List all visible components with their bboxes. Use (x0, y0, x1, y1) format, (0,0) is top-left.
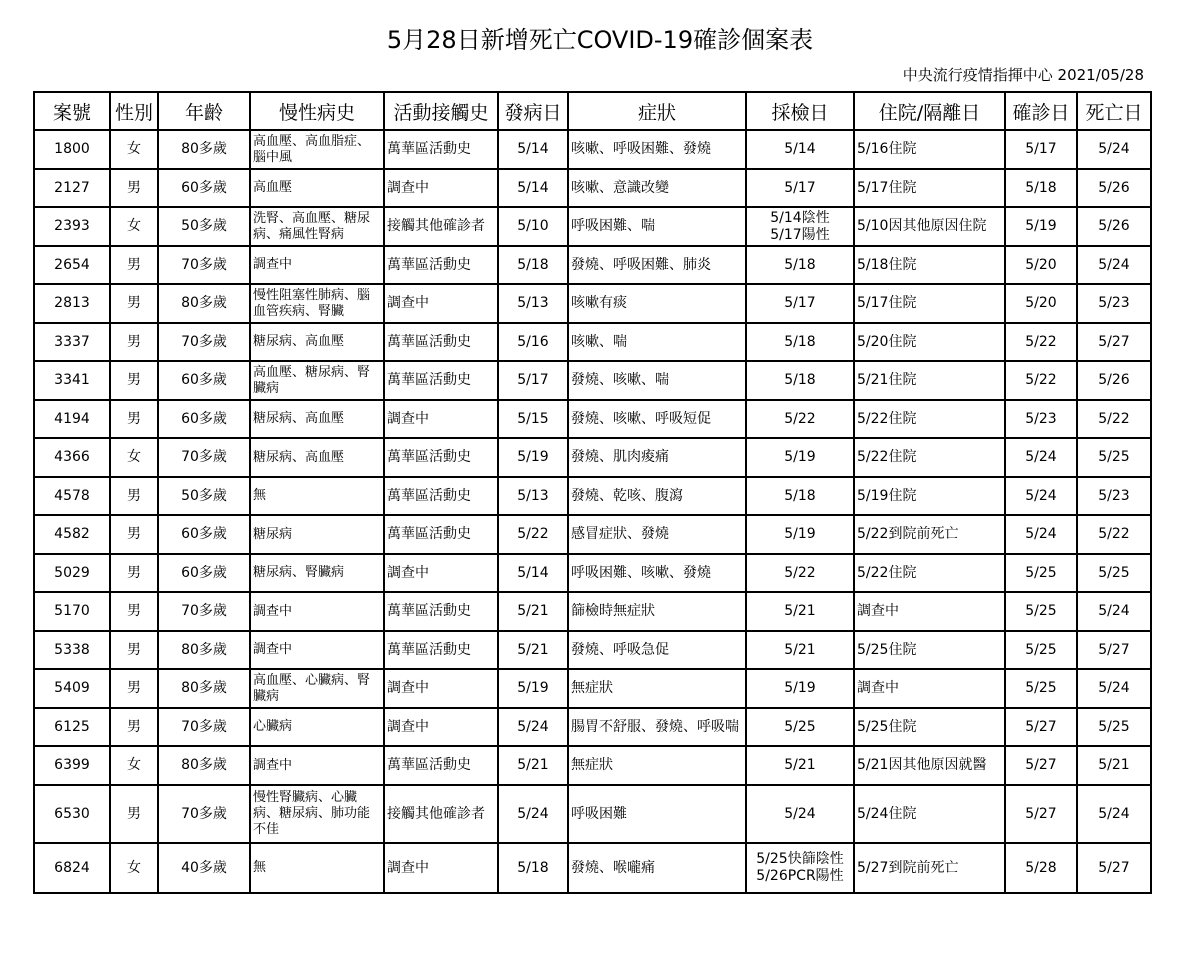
cell-onset: 5/19 (498, 669, 568, 708)
cases-table (33, 91, 1152, 894)
cell-onset: 5/14 (498, 130, 568, 169)
cell-death-date: 5/26 (1077, 169, 1151, 207)
page-title: 5月28日新增死亡COVID-19確診個案表 (386, 26, 814, 54)
cell-contact: 調查中 (384, 400, 498, 438)
cell-onset: 5/22 (498, 515, 568, 554)
cell-symptoms: 無症狀 (568, 669, 746, 708)
cell-test-date: 5/18 (746, 361, 854, 400)
table-row (34, 746, 1151, 785)
cell-test-date: 5/18 (746, 323, 854, 361)
cell-sex: 男 (110, 515, 158, 554)
table-row (34, 169, 1151, 207)
cell-confirm-date: 5/27 (1005, 785, 1077, 843)
cell-chronic: 糖尿病、高血壓 (250, 323, 384, 361)
cell-chronic: 調查中 (250, 631, 384, 669)
cell-case-id: 5170 (34, 592, 110, 631)
cell-death-date: 5/27 (1077, 843, 1151, 893)
cell-sex: 男 (110, 361, 158, 400)
cell-chronic: 糖尿病、腎臟病 (250, 554, 384, 592)
cell-symptoms: 發燒、呼吸急促 (568, 631, 746, 669)
cell-onset: 5/10 (498, 207, 568, 246)
cell-hospitalization: 5/25住院 (854, 631, 1005, 669)
cell-symptoms: 發燒、呼吸困難、肺炎 (568, 246, 746, 284)
cell-onset: 5/18 (498, 246, 568, 284)
col-header-contact: 活動接觸史 (384, 92, 498, 130)
cell-confirm-date: 5/24 (1005, 438, 1077, 477)
cell-death-date: 5/27 (1077, 323, 1151, 361)
cell-age: 50多歲 (158, 477, 250, 515)
cell-symptoms: 咳嗽、呼吸困難、發燒 (568, 130, 746, 169)
col-header-test-date: 採檢日 (746, 92, 854, 130)
cell-age: 50多歲 (158, 207, 250, 246)
cell-contact: 調查中 (384, 843, 498, 893)
cell-hospitalization: 調查中 (854, 669, 1005, 708)
cell-sex: 女 (110, 746, 158, 785)
cell-contact: 調查中 (384, 169, 498, 207)
cell-case-id: 6530 (34, 785, 110, 843)
cell-case-id: 2127 (34, 169, 110, 207)
col-header-onset: 發病日 (498, 92, 568, 130)
cell-death-date: 5/22 (1077, 515, 1151, 554)
cell-contact: 萬華區活動史 (384, 631, 498, 669)
cell-symptoms: 呼吸困難、喘 (568, 207, 746, 246)
cell-confirm-date: 5/27 (1005, 708, 1077, 746)
cell-contact: 萬華區活動史 (384, 246, 498, 284)
cell-hospitalization: 5/17住院 (854, 169, 1005, 207)
cell-symptoms: 發燒、咳嗽、呼吸短促 (568, 400, 746, 438)
cell-sex: 女 (110, 130, 158, 169)
cell-test-date: 5/18 (746, 477, 854, 515)
cell-contact: 調查中 (384, 669, 498, 708)
cell-case-id: 3337 (34, 323, 110, 361)
cell-hospitalization: 5/21因其他原因就醫 (854, 746, 1005, 785)
cell-chronic: 洗腎、高血壓、糖尿病、痛風性腎病 (250, 207, 384, 246)
cell-test-date: 5/25 (746, 708, 854, 746)
cell-confirm-date: 5/18 (1005, 169, 1077, 207)
cell-case-id: 2654 (34, 246, 110, 284)
cell-age: 70多歲 (158, 592, 250, 631)
cell-hospitalization: 調查中 (854, 592, 1005, 631)
cell-age: 60多歲 (158, 169, 250, 207)
cell-confirm-date: 5/25 (1005, 669, 1077, 708)
cell-case-id: 6399 (34, 746, 110, 785)
cell-onset: 5/24 (498, 708, 568, 746)
table-row (34, 631, 1151, 669)
cell-symptoms: 感冒症狀、發燒 (568, 515, 746, 554)
cell-chronic: 調查中 (250, 746, 384, 785)
cell-confirm-date: 5/20 (1005, 284, 1077, 323)
col-header-hospitalization: 住院/隔離日 (854, 92, 1005, 130)
cell-contact: 接觸其他確診者 (384, 207, 498, 246)
table-row (34, 477, 1151, 515)
table-row (34, 554, 1151, 592)
cell-confirm-date: 5/24 (1005, 515, 1077, 554)
table-row (34, 207, 1151, 246)
cell-hospitalization: 5/17住院 (854, 284, 1005, 323)
table-row (34, 592, 1151, 631)
cell-test-date: 5/21 (746, 746, 854, 785)
cell-symptoms: 咳嗽、意識改變 (568, 169, 746, 207)
cell-death-date: 5/27 (1077, 631, 1151, 669)
cell-symptoms: 發燒、肌肉痠痛 (568, 438, 746, 477)
cell-age: 70多歲 (158, 438, 250, 477)
cell-sex: 男 (110, 785, 158, 843)
cell-sex: 男 (110, 323, 158, 361)
cell-age: 70多歲 (158, 785, 250, 843)
cell-test-date: 5/14 (746, 130, 854, 169)
table-row (34, 361, 1151, 400)
cell-confirm-date: 5/20 (1005, 246, 1077, 284)
cell-test-date: 5/22 (746, 554, 854, 592)
col-header-confirm-date: 確診日 (1005, 92, 1077, 130)
cell-death-date: 5/24 (1077, 246, 1151, 284)
cell-confirm-date: 5/24 (1005, 477, 1077, 515)
cell-hospitalization: 5/21住院 (854, 361, 1005, 400)
cell-contact: 萬華區活動史 (384, 323, 498, 361)
cell-sex: 男 (110, 669, 158, 708)
cell-hospitalization: 5/22住院 (854, 438, 1005, 477)
cell-death-date: 5/21 (1077, 746, 1151, 785)
cell-hospitalization: 5/22到院前死亡 (854, 515, 1005, 554)
cell-test-date: 5/24 (746, 785, 854, 843)
cell-sex: 女 (110, 207, 158, 246)
cell-contact: 萬華區活動史 (384, 746, 498, 785)
cell-death-date: 5/23 (1077, 284, 1151, 323)
cell-onset: 5/18 (498, 843, 568, 893)
cell-sex: 男 (110, 554, 158, 592)
cell-contact: 萬華區活動史 (384, 361, 498, 400)
cell-confirm-date: 5/25 (1005, 554, 1077, 592)
cell-test-date: 5/17 (746, 284, 854, 323)
cell-onset: 5/24 (498, 785, 568, 843)
cell-chronic: 慢性腎臟病、心臟病、糖尿病、肺功能不佳 (250, 785, 384, 843)
cell-confirm-date: 5/17 (1005, 130, 1077, 169)
cell-hospitalization: 5/20住院 (854, 323, 1005, 361)
cell-onset: 5/17 (498, 361, 568, 400)
cell-sex: 男 (110, 400, 158, 438)
cell-sex: 男 (110, 284, 158, 323)
cell-death-date: 5/23 (1077, 477, 1151, 515)
cell-symptoms: 發燒、喉嚨痛 (568, 843, 746, 893)
cell-onset: 5/14 (498, 169, 568, 207)
cell-chronic: 糖尿病、高血壓 (250, 400, 384, 438)
cell-contact: 調查中 (384, 284, 498, 323)
cell-sex: 男 (110, 169, 158, 207)
cell-symptoms: 篩檢時無症狀 (568, 592, 746, 631)
cell-case-id: 2393 (34, 207, 110, 246)
cell-chronic: 調查中 (250, 592, 384, 631)
table-row (34, 785, 1151, 843)
cell-confirm-date: 5/22 (1005, 361, 1077, 400)
cell-age: 80多歲 (158, 631, 250, 669)
table-row (34, 400, 1151, 438)
cell-symptoms: 發燒、乾咳、腹瀉 (568, 477, 746, 515)
cell-onset: 5/13 (498, 477, 568, 515)
cell-test-date: 5/17 (746, 169, 854, 207)
cell-test-date: 5/21 (746, 592, 854, 631)
cell-death-date: 5/25 (1077, 708, 1151, 746)
col-header-sex: 性別 (110, 92, 158, 130)
cell-case-id: 4578 (34, 477, 110, 515)
cell-sex: 女 (110, 843, 158, 893)
cell-sex: 男 (110, 592, 158, 631)
cell-confirm-date: 5/25 (1005, 631, 1077, 669)
cell-test-date: 5/18 (746, 246, 854, 284)
cell-case-id: 5029 (34, 554, 110, 592)
cell-age: 70多歲 (158, 246, 250, 284)
cell-contact: 萬華區活動史 (384, 592, 498, 631)
cell-age: 80多歲 (158, 130, 250, 169)
cell-case-id: 3341 (34, 361, 110, 400)
table-row (34, 708, 1151, 746)
cell-case-id: 1800 (34, 130, 110, 169)
col-header-symptoms: 症狀 (568, 92, 746, 130)
cell-chronic: 高血壓、高血脂症、腦中風 (250, 130, 384, 169)
table-row (34, 438, 1151, 477)
cell-hospitalization: 5/18住院 (854, 246, 1005, 284)
cell-symptoms: 無症狀 (568, 746, 746, 785)
cell-death-date: 5/22 (1077, 400, 1151, 438)
cell-death-date: 5/24 (1077, 669, 1151, 708)
cell-test-date: 5/21 (746, 631, 854, 669)
cell-confirm-date: 5/22 (1005, 323, 1077, 361)
cell-age: 60多歲 (158, 554, 250, 592)
cell-contact: 接觸其他確診者 (384, 785, 498, 843)
cell-chronic: 心臟病 (250, 708, 384, 746)
cell-hospitalization: 5/16住院 (854, 130, 1005, 169)
cell-confirm-date: 5/28 (1005, 843, 1077, 893)
cell-symptoms: 呼吸困難、咳嗽、發燒 (568, 554, 746, 592)
cell-confirm-date: 5/23 (1005, 400, 1077, 438)
cell-symptoms: 咳嗽有痰 (568, 284, 746, 323)
table-row (34, 323, 1151, 361)
cell-sex: 男 (110, 246, 158, 284)
cell-chronic: 高血壓、糖尿病、腎臟病 (250, 361, 384, 400)
cell-sex: 女 (110, 438, 158, 477)
col-header-case-id: 案號 (34, 92, 110, 130)
cell-hospitalization: 5/19住院 (854, 477, 1005, 515)
cell-symptoms: 咳嗽、喘 (568, 323, 746, 361)
cell-symptoms: 呼吸困難 (568, 785, 746, 843)
table-body (34, 130, 1151, 893)
cell-age: 60多歲 (158, 515, 250, 554)
cell-hospitalization: 5/24住院 (854, 785, 1005, 843)
cell-onset: 5/13 (498, 284, 568, 323)
cell-case-id: 4582 (34, 515, 110, 554)
cell-contact: 萬華區活動史 (384, 515, 498, 554)
col-header-age: 年齡 (158, 92, 250, 130)
cell-onset: 5/15 (498, 400, 568, 438)
cell-onset: 5/19 (498, 438, 568, 477)
cell-chronic: 高血壓、心臟病、腎臟病 (250, 669, 384, 708)
cell-hospitalization: 5/10因其他原因住院 (854, 207, 1005, 246)
cell-case-id: 2813 (34, 284, 110, 323)
cell-age: 40多歲 (158, 843, 250, 893)
cell-death-date: 5/24 (1077, 130, 1151, 169)
cell-chronic: 高血壓 (250, 169, 384, 207)
cell-sex: 男 (110, 477, 158, 515)
cell-test-date: 5/19 (746, 669, 854, 708)
cell-case-id: 6125 (34, 708, 110, 746)
table-row (34, 130, 1151, 169)
cell-age: 60多歲 (158, 361, 250, 400)
cell-hospitalization: 5/22住院 (854, 400, 1005, 438)
table-row (34, 843, 1151, 893)
cell-onset: 5/21 (498, 631, 568, 669)
cell-age: 70多歲 (158, 323, 250, 361)
cell-symptoms: 腸胃不舒服、發燒、呼吸喘 (568, 708, 746, 746)
cell-onset: 5/14 (498, 554, 568, 592)
table-row (34, 284, 1151, 323)
cell-contact: 萬華區活動史 (384, 477, 498, 515)
cell-sex: 男 (110, 631, 158, 669)
table-row (34, 669, 1151, 708)
cell-confirm-date: 5/25 (1005, 592, 1077, 631)
cell-confirm-date: 5/19 (1005, 207, 1077, 246)
cell-onset: 5/21 (498, 592, 568, 631)
cell-death-date: 5/26 (1077, 361, 1151, 400)
cell-death-date: 5/24 (1077, 592, 1151, 631)
cell-death-date: 5/26 (1077, 207, 1151, 246)
cell-hospitalization: 5/25住院 (854, 708, 1005, 746)
cell-hospitalization: 5/22住院 (854, 554, 1005, 592)
cell-chronic: 慢性阻塞性肺病、腦血管疾病、腎臟 (250, 284, 384, 323)
cell-confirm-date: 5/27 (1005, 746, 1077, 785)
cell-case-id: 5338 (34, 631, 110, 669)
cell-age: 80多歲 (158, 746, 250, 785)
table-row (34, 246, 1151, 284)
cell-symptoms: 發燒、咳嗽、喘 (568, 361, 746, 400)
cell-contact: 萬華區活動史 (384, 130, 498, 169)
cell-death-date: 5/25 (1077, 438, 1151, 477)
cell-age: 70多歲 (158, 708, 250, 746)
cell-age: 60多歲 (158, 400, 250, 438)
cell-contact: 萬華區活動史 (384, 438, 498, 477)
cell-contact: 調查中 (384, 708, 498, 746)
cell-death-date: 5/24 (1077, 785, 1151, 843)
table-row (34, 515, 1151, 554)
cell-case-id: 5409 (34, 669, 110, 708)
cell-chronic: 糖尿病 (250, 515, 384, 554)
cell-test-date: 5/19 (746, 515, 854, 554)
cell-chronic: 無 (250, 477, 384, 515)
cell-chronic: 無 (250, 843, 384, 893)
col-header-death-date: 死亡日 (1077, 92, 1151, 130)
table-header-row (34, 92, 1151, 130)
cell-age: 80多歲 (158, 284, 250, 323)
col-header-chronic: 慢性病史 (250, 92, 384, 130)
source-date: 中央流行疫情指揮中心 2021/05/28 (902, 66, 1144, 84)
cell-death-date: 5/25 (1077, 554, 1151, 592)
cell-test-date: 5/19 (746, 438, 854, 477)
cell-case-id: 4366 (34, 438, 110, 477)
cell-hospitalization: 5/27到院前死亡 (854, 843, 1005, 893)
cell-chronic: 糖尿病、高血壓 (250, 438, 384, 477)
cell-test-date: 5/14陰性 5/17陽性 (746, 207, 854, 246)
cell-contact: 調查中 (384, 554, 498, 592)
cell-onset: 5/21 (498, 746, 568, 785)
cell-case-id: 6824 (34, 843, 110, 893)
cell-case-id: 4194 (34, 400, 110, 438)
cell-chronic: 調查中 (250, 246, 384, 284)
cell-age: 80多歲 (158, 669, 250, 708)
cell-test-date: 5/22 (746, 400, 854, 438)
cell-onset: 5/16 (498, 323, 568, 361)
cell-sex: 男 (110, 708, 158, 746)
cell-test-date: 5/25快篩陰性 5/26PCR陽性 (746, 843, 854, 893)
